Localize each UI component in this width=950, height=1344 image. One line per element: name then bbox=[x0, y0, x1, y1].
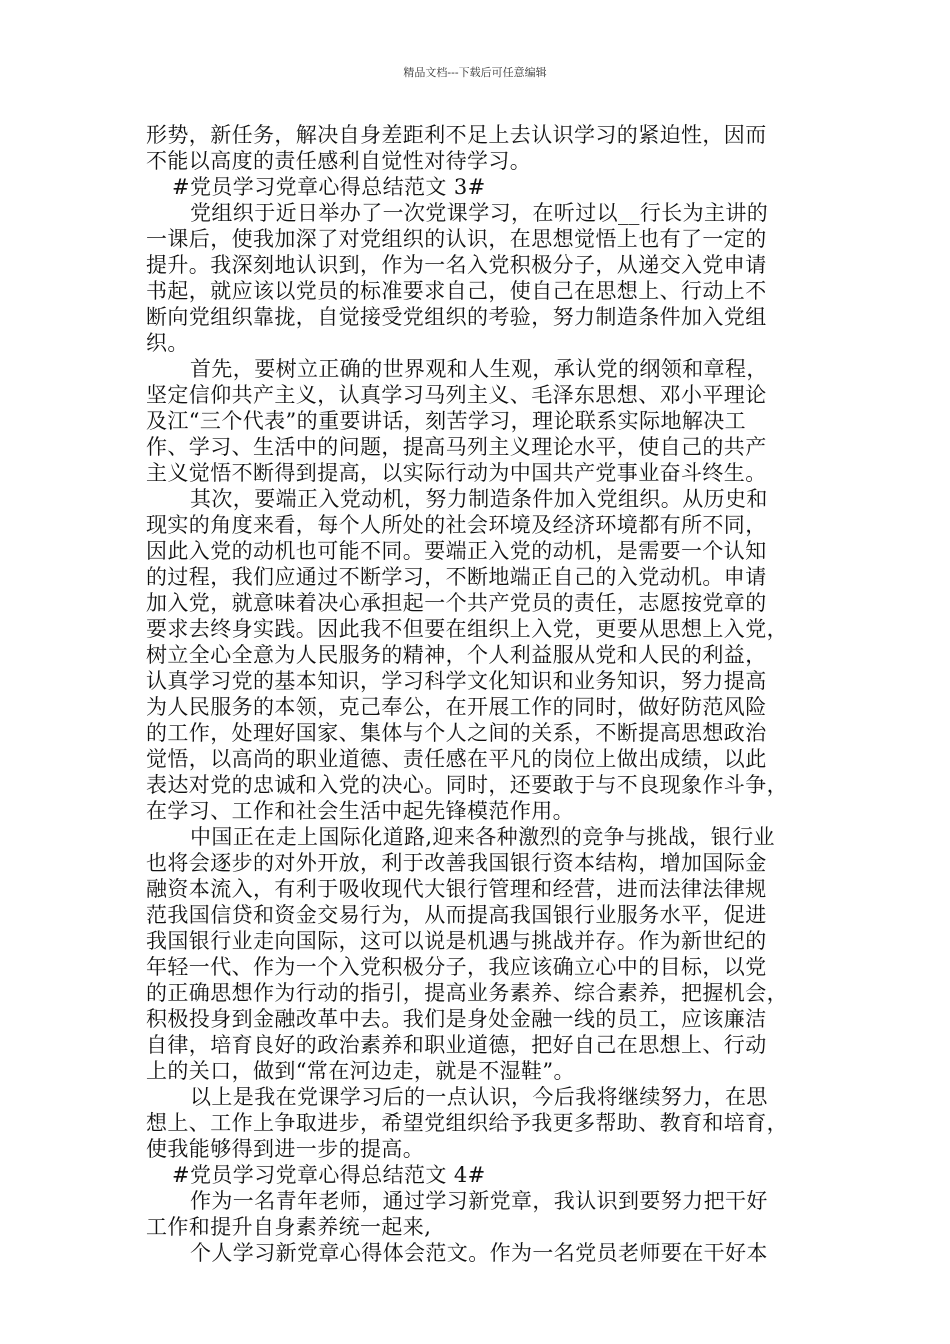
paragraph-line: 加入党，就意味着决心承担起一个共产党员的责任，志愿按党章的 bbox=[146, 591, 767, 615]
section-heading: #党员学习党章心得总结范文 3# bbox=[172, 175, 486, 199]
paragraph-line: 认真学习党的基本知识，学习科学文化知识和业务知识，努力提高 bbox=[146, 669, 767, 693]
paragraph-line: 为人民服务的本领，克己奉公，在开展工作的同时，做好防范风险 bbox=[146, 695, 767, 719]
paragraph-line: 断向党组织靠拢，自觉接受党组织的考验，努力制造条件加入党组 bbox=[146, 305, 767, 329]
paragraph-line: 党组织于近日举办了一次党课学习，在听过以__行长为主讲的 bbox=[190, 201, 769, 225]
paragraph-line: 觉悟，以高尚的职业道德、责任感在平凡的岗位上做出成绩，以此 bbox=[146, 747, 767, 771]
paragraph-line: 表达对党的忠诚和入党的决心。同时，还要敢于与不良现象作斗争， bbox=[146, 773, 788, 797]
paragraph-line: 因此入党的动机也可能不同。要端正入党的动机，是需要一个认知 bbox=[146, 539, 767, 563]
paragraph-line: 范我国信贷和资金交易行为，从而提高我国银行业服务水平，促进 bbox=[146, 903, 767, 927]
paragraph-line: 的正确思想作为行动的指引，提高业务素养、综合素养，把握机会， bbox=[146, 981, 788, 1005]
paragraph-line: 形势，新任务，解决自身差距利不足上去认识学习的紧迫性，因而 bbox=[146, 123, 767, 147]
paragraph-line: 使我能够得到进一步的提高。 bbox=[146, 1137, 425, 1161]
paragraph-line: 提升。我深刻地认识到，作为一名入党积极分子，从递交入党申请 bbox=[146, 253, 767, 277]
paragraph-line: 年轻一代、作为一个入党积极分子，我应该确立心中的目标，以党 bbox=[146, 955, 767, 979]
paragraph-line: 及江“三个代表”的重要讲话，刻苦学习，理论联系实际地解决工 bbox=[146, 409, 747, 433]
paragraph-line: 在学习、工作和社会生活中起先锋模范作用。 bbox=[146, 799, 574, 823]
paragraph-line: 中国正在走上国际化道路,迎来各种激烈的竞争与挑战，银行业 bbox=[190, 825, 775, 849]
document-body bbox=[146, 122, 808, 1266]
paragraph-line: 融资本流入，有利于吸收现代大银行管理和经营，进而法律法律规 bbox=[146, 877, 767, 901]
page-header: 精品文档---下载后可任意编辑 bbox=[403, 66, 547, 79]
section-heading: #党员学习党章心得总结范文 4# bbox=[172, 1163, 486, 1187]
paragraph-line: 织。 bbox=[146, 331, 189, 355]
paragraph-line: 现实的角度来看，每个人所处的社会环境及经济环境都有所不同， bbox=[146, 513, 767, 537]
paragraph-line: 我国银行业走向国际，这可以说是机遇与挑战并存。作为新世纪的 bbox=[146, 929, 767, 953]
paragraph-line: 要求去终身实践。因此我不但要在组织上入党，更要从思想上入党， bbox=[146, 617, 788, 641]
paragraph-line: 作为一名青年老师，通过学习新党章，我认识到要努力把干好 bbox=[190, 1189, 768, 1213]
paragraph-line: 坚定信仰共产主义，认真学习马列主义、毛泽东思想、邓小平理论 bbox=[146, 383, 767, 407]
paragraph-line: 的过程，我们应通过不断学习，不断地端正自己的入党动机。申请 bbox=[146, 565, 767, 589]
paragraph-line: 首先，要树立正确的世界观和人生观，承认党的纲领和章程， bbox=[190, 357, 768, 381]
paragraph-line: 也将会逐步的对外开放，利于改善我国银行资本结构，增加国际金 bbox=[146, 851, 767, 875]
paragraph-line: 作、学习、生活中的问题，提高马列主义理论水平，使自己的共产 bbox=[146, 435, 767, 459]
paragraph-line: 工作和提升自身素养统一起来, bbox=[146, 1215, 432, 1239]
paragraph-line: 想上、工作上争取进步，希望党组织给予我更多帮助、教育和培育， bbox=[146, 1111, 788, 1135]
paragraph-line: 不能以高度的责任感利自觉性对待学习。 bbox=[146, 149, 532, 173]
paragraph-line: 的工作，处理好国家、集体与个人之间的关系，不断提高思想政治 bbox=[146, 721, 767, 745]
paragraph-line: 主义觉悟不断得到提高，以实际行动为中国共产党事业奋斗终生。 bbox=[146, 461, 767, 485]
paragraph-line: 一课后，使我加深了对党组织的认识，在思想觉悟上也有了一定的 bbox=[146, 227, 767, 251]
paragraph-line: 以上是我在党课学习后的一点认识，今后我将继续努力，在思 bbox=[190, 1085, 768, 1109]
paragraph-line: 上的关口，做到“常在河边走，就是不湿鞋”。 bbox=[146, 1059, 575, 1083]
paragraph-line: 其次，要端正入党动机，努力制造条件加入党组织。从历史和 bbox=[190, 487, 768, 511]
paragraph-line: 个人学习新党章心得体会范文。作为一名党员老师要在干好本 bbox=[190, 1241, 768, 1265]
paragraph-line: 积极投身到金融改革中去。我们是身处金融一线的员工，应该廉洁 bbox=[146, 1007, 767, 1031]
paragraph-line: 自律，培育良好的政治素养和职业道德，把好自己在思想上、行动 bbox=[146, 1033, 767, 1057]
paragraph-line: 树立全心全意为人民服务的精神，个人利益服从党和人民的利益， bbox=[146, 643, 767, 667]
paragraph-line: 书起，就应该以党员的标准要求自己，使自己在思想上、行动上不 bbox=[146, 279, 767, 303]
